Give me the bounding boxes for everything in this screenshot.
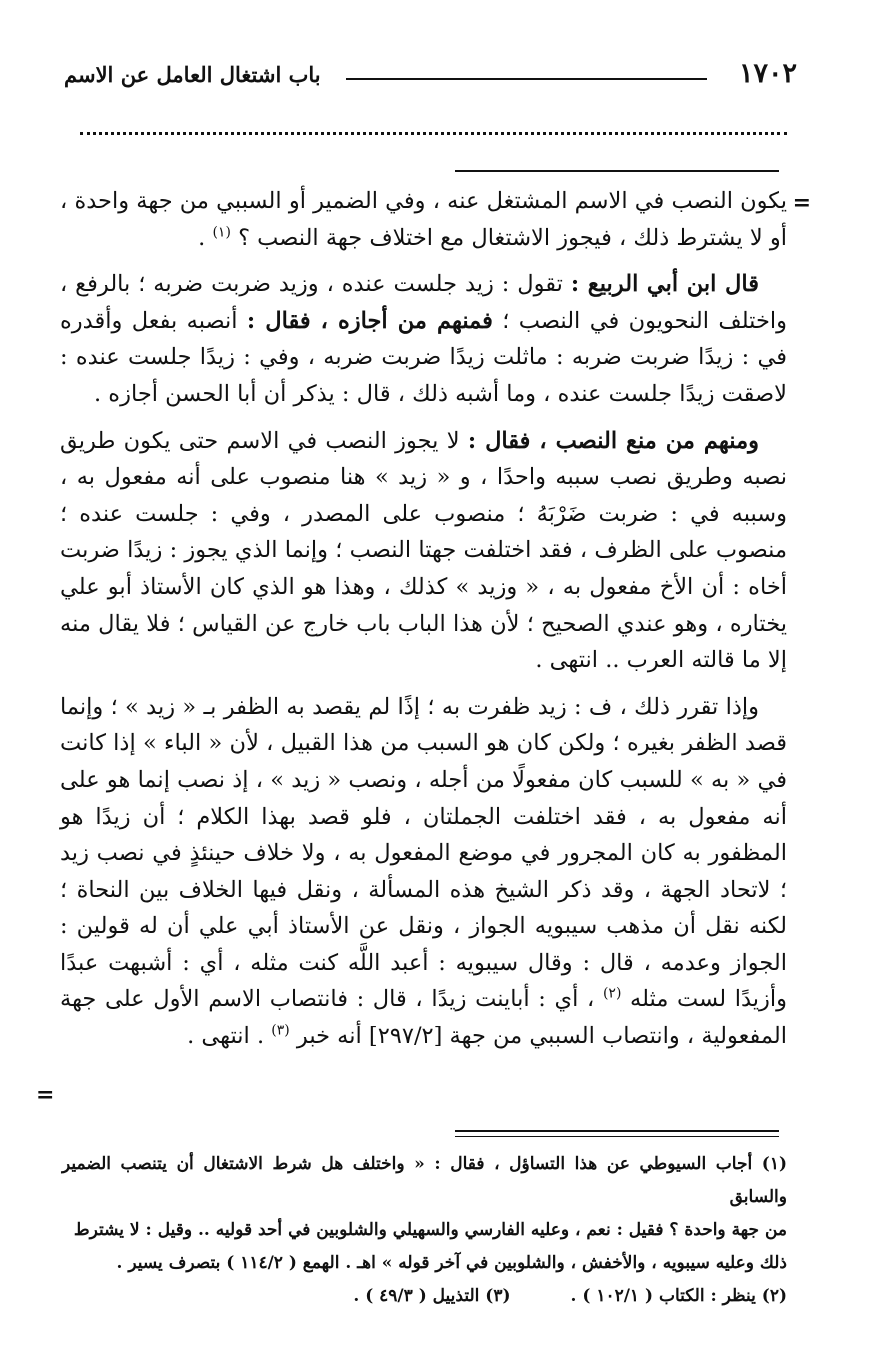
paragraph-1-text: يكون النصب في الاسم المشتغل عنه ، وفي الضمير أو السببي من جهة واحدة ، أو لا يشترط ذلك ، فيجوز الاشتغال مع اختلاف جهة النصب ؟ bbox=[60, 188, 787, 251]
paragraph-2-text2: أنصبه بفعل وأقدره في : زيدًا ضربت ضربه : ماثلت زيدًا ضربت ضربه ، وفي : زيدًا جلست عنده : لاصقت زيدًا جلست عنده ، وما أشبه ذلك ، قال : يذكر أن أبا الحسن أجازه . bbox=[60, 307, 787, 407]
footnote-ref-2: (٢) bbox=[602, 985, 622, 1002]
header-rule bbox=[346, 78, 707, 80]
footnote-1-line-3: ذلك وعليه سيبويه ، والأخفش ، والشلوبين في آخر قوله » اهـ . الهمع ( ١١٤/٢ ) بتصرف يسير . bbox=[116, 1253, 787, 1273]
paragraph-1-tail: . bbox=[198, 224, 213, 251]
footnote-1-line-2: من جهة واحدة ؟ فقيل : نعم ، وعليه الفارسي والسهيلي والشلوبين في أحد قوليه .. وقيل : لا يشترط bbox=[73, 1220, 787, 1240]
footnote-rule bbox=[455, 1130, 779, 1132]
footnote-ref-1: (١) bbox=[212, 224, 231, 241]
paragraph-2-lead: قال ابن أبي الربيع : bbox=[570, 271, 759, 298]
paragraph-4-tail: . انتهى . bbox=[187, 1023, 272, 1050]
footnotes bbox=[62, 1148, 787, 1313]
paragraph-3 bbox=[60, 423, 787, 679]
paragraph-4 bbox=[60, 689, 787, 1055]
footnote-ref-3: (٣) bbox=[271, 1022, 290, 1039]
paragraph-1 bbox=[60, 183, 787, 256]
dotted-divider bbox=[80, 132, 787, 135]
page-number: ١٧٠٢ bbox=[738, 58, 797, 89]
footnote-3: (٣) التذييل ( ٤٩/٣ ) . bbox=[353, 1286, 511, 1306]
paragraph-2-bold: فمنهم من أجازه ، فقال : bbox=[246, 307, 493, 334]
footnote-2: (٢) ينظر : الكتاب ( ١٠٢/١ ) . bbox=[570, 1286, 787, 1306]
footnote-rule-thin bbox=[455, 1136, 779, 1137]
continuation-rule bbox=[455, 170, 779, 172]
paragraph-3-lead: ومنهم من منع النصب ، فقال : bbox=[467, 427, 759, 454]
page-header bbox=[64, 58, 797, 94]
paragraph-3-text: لا يجوز النصب في الاسم حتى يكون طريق نصبه وطريق نصب سببه واحدًا ، و « زيد » هنا منصوب على أنه مفعول به ، وسببه في : ضربت ضَرْبَهُ ؛ منصوب على المصدر ، وفي : جلست عنده ؛ منصوب على الظرف ، فقد اختلفت جهتا النصب ؛ وإنما الذي يجوز : زيدًا ضربت أخاه : أن الأخ مفعول به ، « وزيد » كذلك ، وهذا هو الذي كان الأستاذ أبو علي يختاره ، وهو عندي الصحيح ؛ لأن هذا الباب باب خارج عن القياس ؛ فلا يقال منه إلا ما قالته العرب .. انتهى . bbox=[60, 427, 787, 674]
main-text bbox=[60, 183, 787, 1065]
paragraph-4-text2: ، أي : أباينت زيدًا ، قال : فانتصاب الاسم الأول على جهة المفعولية ، وانتصاب السببي من جهة [٢٩٧/٢] أنه خبر bbox=[60, 986, 787, 1050]
footnote-2-3-line bbox=[62, 1280, 787, 1313]
continuation-end-mark: = bbox=[36, 1082, 55, 1108]
paragraph-2 bbox=[60, 266, 787, 412]
continuation-start-mark: = bbox=[792, 190, 811, 216]
chapter-title: باب اشتغال العامل عن الاسم bbox=[64, 62, 321, 87]
paragraph-4-text: وإذا تقرر ذلك ، ف : زيد ظفرت به ؛ إذًا لم يقصد به الظفر بـ « زيد » ؛ وإنما قصد الظفر بغيره ؛ ولكن كان هو السبب من هذا القبيل ، لأن « الباء » إذا كانت في « به » للسبب كان مفعولًا من أجله ، ونصب « زيد » ، إذ نصب إنما هو على أنه مفعول به ، فقد اختلفت الجملتان ، فلو قصد بهذا الكلام ؛ أن زيدًا هو المظفور به كان المجرور في موضع المفعول به ، ولا خلاف حينئذٍ في نصب زيد ؛ لاتحاد الجهة ، وقد ذكر الشيخ هذه المسألة ، ونقل فيها الخلاف بين النحاة ؛ لكنه نقل أن مذهب سيبويه الجواز ، ونقل عن الأستاذ أبي علي أن له قولين : الجواز وعدمه ، قال : وقال سيبويه : أعبد اللَّه كنت مثله ، أي : أشبهت عبدًا وأزيدًا لست مثله bbox=[60, 693, 788, 1013]
footnote-1-line-1: (١) أجاب السيوطي عن هذا التساؤل ، فقال : « واختلف هل شرط الاشتغال أن يتنصب الضمير والسابق bbox=[62, 1154, 787, 1207]
paragraph-2-text: تقول : زيد جلست عنده ، وزيد ضربت ضربه ؛ بالرفع ، واختلف النحويون في النصب ؛ bbox=[60, 271, 787, 334]
